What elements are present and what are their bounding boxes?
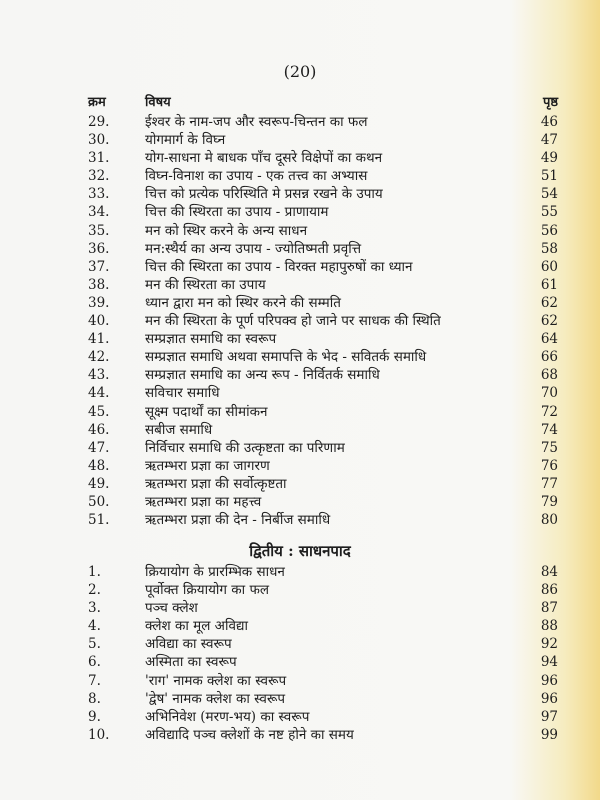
- entry-number: 4.: [88, 618, 101, 635]
- entry-number: 5.: [88, 636, 101, 653]
- toc-entry: [88, 511, 558, 529]
- entry-page: 79: [540, 493, 558, 510]
- entry-number: 49.: [88, 475, 110, 492]
- toc-entry: [88, 493, 558, 511]
- toc-entry: [88, 258, 558, 276]
- entry-number: 1.: [88, 564, 101, 580]
- entry-title: ऋतम्भरा प्रज्ञा का महत्त्व: [145, 493, 262, 510]
- toc-entry: [88, 581, 558, 599]
- entry-number: 36.: [88, 240, 110, 257]
- toc-entry: [88, 366, 558, 384]
- entry-number: 46.: [88, 421, 110, 438]
- entry-page: 70: [540, 385, 558, 402]
- entry-number: 32.: [88, 168, 110, 185]
- entry-number: 37.: [88, 258, 110, 275]
- toc-entry: [88, 563, 558, 581]
- toc-entry: [88, 635, 558, 653]
- toc-entry: [88, 439, 558, 457]
- entry-title: पञ्च क्लेश: [145, 600, 198, 617]
- entry-page: 46: [540, 114, 558, 130]
- entry-title: सम्प्रज्ञात समाधि अथवा समापत्ति के भेद - सवितर्क समाधि: [145, 349, 427, 366]
- entry-page: 55: [540, 204, 558, 221]
- toc-entry: [88, 185, 558, 203]
- toc-entry: [88, 222, 558, 240]
- entry-number: 33.: [88, 186, 110, 203]
- entry-number: 35.: [88, 222, 110, 239]
- entry-page: 64: [540, 331, 558, 348]
- toc-entry: [88, 475, 558, 493]
- entry-title: क्रियायोग के प्रारम्भिक साधन: [145, 564, 285, 580]
- entry-page: 88: [540, 618, 558, 635]
- entry-page: 60: [540, 258, 558, 275]
- toc-entry: [88, 203, 558, 221]
- entry-title: सबीज समाधि: [145, 421, 213, 438]
- toc-entry: [88, 294, 558, 312]
- toc-entry: [88, 421, 558, 439]
- entry-title: विघ्न-विनाश का उपाय - एक तत्त्व का अभ्यास: [145, 168, 368, 185]
- entry-title: 'राग' नामक क्लेश का स्वरूप: [145, 672, 287, 689]
- header-topic: विषय: [145, 95, 171, 110]
- toc-entry: [88, 690, 558, 708]
- header-page: पृष्ठ: [542, 95, 558, 110]
- toc-entry: [88, 113, 558, 131]
- entry-number: 10.: [88, 726, 110, 743]
- entry-page: 86: [540, 582, 558, 599]
- entry-title: सविचार समाधि: [145, 385, 220, 402]
- entry-page: 68: [540, 367, 558, 384]
- entry-page: 87: [540, 600, 558, 617]
- entry-title: अभिनिवेश (मरण-भय) का स्वरूप: [145, 708, 310, 725]
- entry-page: 58: [540, 240, 558, 257]
- entry-page: 76: [540, 457, 558, 474]
- entry-number: 31.: [88, 150, 110, 167]
- entry-page: 96: [540, 672, 558, 689]
- entry-number: 39.: [88, 294, 110, 311]
- entry-number: 45.: [88, 403, 110, 420]
- entry-number: 3.: [88, 600, 101, 617]
- toc-entry: [88, 131, 558, 149]
- entry-number: 50.: [88, 493, 110, 510]
- entry-title: चित्त को प्रत्येक परिस्थिति मे प्रसन्न रखने के उपाय: [145, 186, 383, 203]
- entry-title: ईश्वर के नाम-जप और स्वरूप-चिन्तन का फल: [145, 114, 368, 130]
- entry-title: चित्त की स्थिरता का उपाय - प्राणायाम: [145, 204, 329, 221]
- entry-title: अविद्यादि पञ्च क्लेशों के नष्ट होने का समय: [145, 726, 354, 743]
- entry-number: 6.: [88, 654, 101, 671]
- entry-page: 96: [540, 690, 558, 707]
- entry-title: अविद्या का स्वरूप: [145, 636, 232, 653]
- entry-page: 74: [540, 421, 558, 438]
- entry-page: 61: [540, 276, 558, 293]
- entry-page: 75: [540, 439, 558, 456]
- entry-title: मन:स्थैर्य का अन्य उपाय - ज्योतिष्मती प्रवृत्ति: [145, 240, 362, 257]
- entry-number: 9.: [88, 708, 101, 725]
- entry-title: मन की स्थिरता के पूर्ण परिपक्व हो जाने पर साधक की स्थिति: [145, 313, 441, 330]
- toc-entry: [88, 672, 558, 690]
- entry-page: 77: [540, 475, 558, 492]
- toc-entry: [88, 726, 558, 744]
- entry-number: 34.: [88, 204, 110, 221]
- entry-page: 49: [540, 150, 558, 167]
- entry-title: पूर्वोक्त क्रियायोग का फल: [145, 582, 270, 599]
- entry-number: 38.: [88, 276, 110, 293]
- toc-entry: [88, 149, 558, 167]
- toc-header: [88, 92, 558, 110]
- entry-title: मन को स्थिर करने के अन्य साधन: [145, 222, 308, 239]
- entry-page: 84: [540, 564, 558, 580]
- entry-title: मन की स्थिरता का उपाय: [145, 276, 266, 293]
- entry-page: 97: [540, 708, 558, 725]
- section-heading: द्वितीय : साधनपाद: [249, 542, 351, 560]
- entry-title: ऋतम्भरा प्रज्ञा का जागरण: [145, 457, 270, 474]
- toc-entry: [88, 330, 558, 348]
- entry-title: सम्प्रज्ञात समाधि का स्वरूप: [145, 331, 277, 348]
- entry-title: योगमार्ग के विघ्न: [145, 132, 226, 149]
- entry-number: 40.: [88, 313, 110, 330]
- entry-title: योग-साधना मे बाधक पाँच दूसरे विक्षेपों का कथन: [145, 150, 383, 167]
- toc-entry: [88, 403, 558, 421]
- toc-entry: [88, 708, 558, 726]
- page-number: (20): [283, 62, 317, 81]
- toc-entry: [88, 312, 558, 330]
- toc-entry: [88, 617, 558, 635]
- entry-page: 72: [540, 403, 558, 420]
- entry-title: सूक्ष्म पदार्थों का सीमांकन: [145, 403, 268, 420]
- toc-list-section2: [88, 563, 558, 744]
- entry-title: चित्त की स्थिरता का उपाय - विरक्त महापुरुषों का ध्यान: [145, 258, 413, 275]
- entry-number: 51.: [88, 512, 110, 529]
- entry-number: 2.: [88, 582, 101, 599]
- entry-page: 62: [540, 313, 558, 330]
- entry-page: 54: [540, 186, 558, 203]
- entry-number: 44.: [88, 385, 110, 402]
- entry-title: ध्यान द्वारा मन को स्थिर करने की सम्मति: [145, 294, 341, 311]
- entry-number: 48.: [88, 457, 110, 474]
- entry-page: 47: [540, 132, 558, 149]
- entry-number: 30.: [88, 132, 110, 149]
- entry-title: अस्मिता का स्वरूप: [145, 654, 237, 671]
- entry-title: निर्विचार समाधि की उत्कृष्टता का परिणाम: [145, 439, 345, 456]
- toc-entry: [88, 348, 558, 366]
- toc-entry: [88, 384, 558, 402]
- header-serial: क्रम: [88, 95, 106, 110]
- entry-page: 51: [540, 168, 558, 185]
- entry-title: ऋतम्भरा प्रज्ञा की देन - निर्बीज समाधि: [145, 512, 331, 529]
- toc-entry: [88, 457, 558, 475]
- entry-title: सम्प्रज्ञात समाधि का अन्य रूप - निर्वितर्क समाधि: [145, 367, 380, 384]
- toc-entry: [88, 276, 558, 294]
- entry-page: 92: [540, 636, 558, 653]
- entry-page: 80: [540, 512, 558, 529]
- entry-number: 47.: [88, 439, 110, 456]
- entry-page: 94: [540, 654, 558, 671]
- entry-page: 56: [540, 222, 558, 239]
- entry-number: 7.: [88, 672, 101, 689]
- entry-page: 99: [540, 726, 558, 743]
- toc-list-section1: [88, 113, 558, 529]
- entry-title: क्लेश का मूल अविद्या: [145, 618, 248, 635]
- entry-page: 62: [540, 294, 558, 311]
- entry-page: 66: [540, 349, 558, 366]
- toc-entry: [88, 240, 558, 258]
- toc-entry: [88, 653, 558, 671]
- entry-number: 41.: [88, 331, 110, 348]
- entry-title: ऋतम्भरा प्रज्ञा की सर्वोत्कृष्टता: [145, 475, 287, 492]
- entry-title: 'द्वेष' नामक क्लेश का स्वरूप: [145, 690, 286, 707]
- entry-number: 42.: [88, 349, 110, 366]
- entry-number: 29.: [88, 114, 110, 130]
- toc-entry: [88, 167, 558, 185]
- entry-number: 43.: [88, 367, 110, 384]
- toc-entry: [88, 599, 558, 617]
- entry-number: 8.: [88, 690, 101, 707]
